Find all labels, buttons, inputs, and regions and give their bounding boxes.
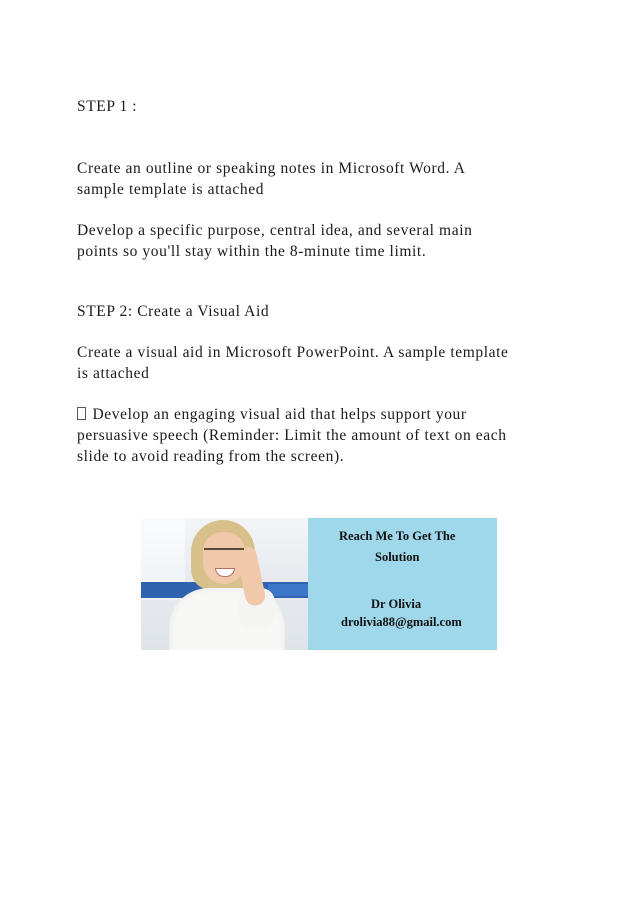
paragraph-line: Create a visual aid in Microsoft PowerPoint. A sample template: [77, 344, 509, 361]
paragraph-line: points so you'll stay within the 8-minute time limit.: [77, 243, 427, 260]
paragraph-line: sample template is attached: [77, 181, 265, 198]
paragraph-line: is attached: [77, 365, 150, 382]
paragraph-line: Create an outline or speaking notes in Microsoft Word. A: [77, 160, 466, 177]
contact-banner-image: [141, 518, 497, 650]
paragraph-line: Develop a specific purpose, central idea, and several main: [77, 222, 473, 239]
paragraph-line: persuasive speech (Reminder: Limit the amount of text on each: [77, 427, 507, 444]
contact-info-panel: [308, 518, 497, 650]
step-2-heading: STEP 2: Create a Visual Aid: [77, 303, 270, 320]
contact-name: Dr Olivia: [371, 597, 422, 611]
step-1-heading: STEP 1 :: [77, 98, 138, 115]
missing-glyph-icon: [77, 407, 86, 420]
paragraph-line: slide to avoid reading from the screen).: [77, 448, 345, 465]
bullet-text: Develop an engaging visual aid that helps support your: [88, 406, 467, 423]
bullet-line: [77, 405, 467, 425]
woman-photo: [141, 518, 308, 650]
contact-email: drolivia88@gmail.com: [341, 615, 462, 629]
banner-heading-line1: Reach Me To Get The: [339, 529, 456, 543]
banner-heading-line2: Solution: [375, 550, 420, 564]
